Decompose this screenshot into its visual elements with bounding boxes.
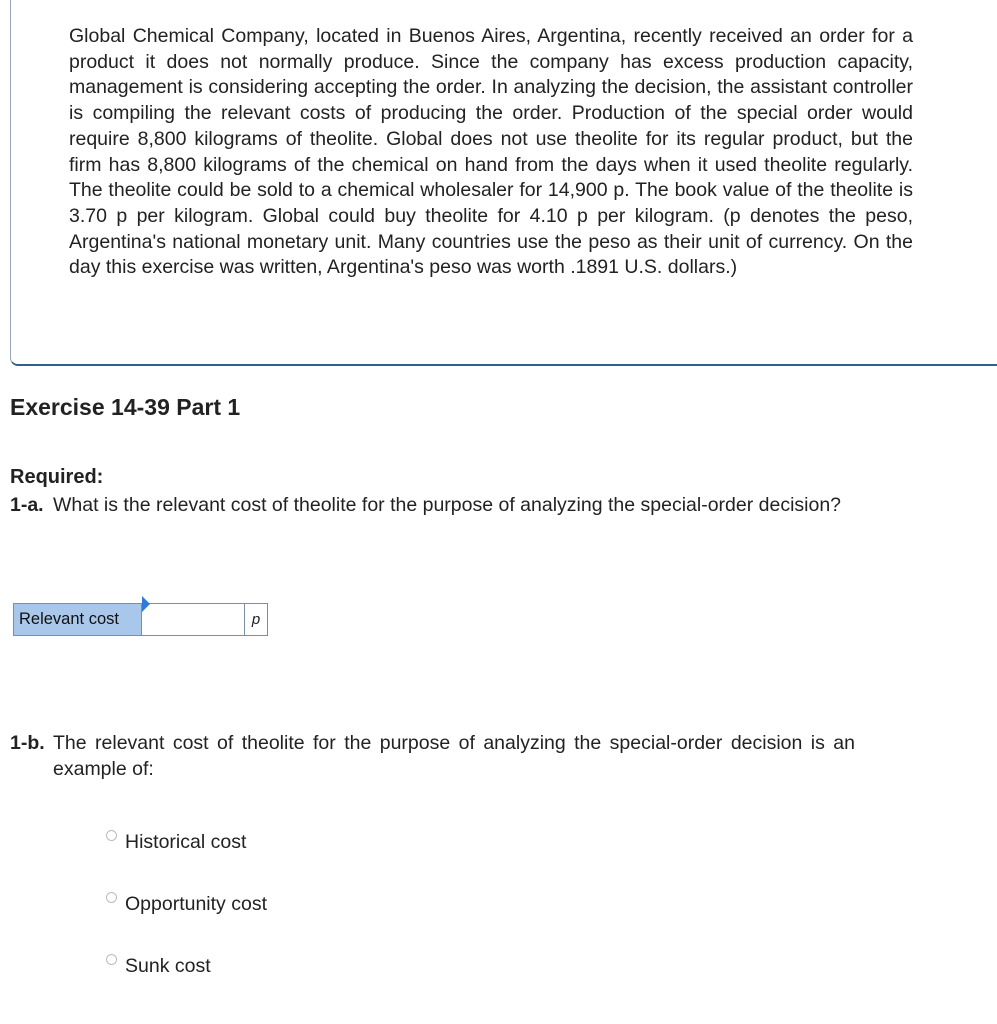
question-1b-number: 1-b. <box>10 732 45 754</box>
question-1b-text: The relevant cost of theolite for the purpose of analyzing the special-order decision is an example of: <box>53 732 855 780</box>
radio-sunk-cost[interactable] <box>106 954 117 965</box>
relevant-cost-answer-row <box>13 603 268 636</box>
option-opportunity-cost[interactable] <box>106 891 267 916</box>
relevant-cost-label: Relevant cost <box>14 604 142 635</box>
peso-unit-label: p <box>244 604 267 635</box>
option-sunk-cost[interactable] <box>106 953 211 978</box>
option-label: Historical cost <box>125 831 247 853</box>
question-1b <box>10 730 855 782</box>
option-label: Sunk cost <box>125 955 211 977</box>
question-1a-text: What is the relevant cost of theolite for the purpose of analyzing the special-order decision? <box>53 494 842 516</box>
relevant-cost-input-wrap <box>142 604 267 635</box>
question-1a-number: 1-a. <box>10 494 44 516</box>
option-label: Opportunity cost <box>125 893 267 915</box>
radio-historical-cost[interactable] <box>106 830 117 841</box>
option-historical-cost[interactable] <box>106 829 246 854</box>
exercise-title: Exercise 14-39 Part 1 <box>10 394 241 420</box>
required-label: Required: <box>10 466 104 488</box>
problem-statement-text: Global Chemical Company, located in Buenos Aires, Argentina, recently received an order for a product it does not normally produce. Since the company has excess production capacity, management is considering accepting the order. In analyzing the decision, the assistant controller is compiling the relevant costs of producing the order. Production of the special order would require 8,800 kilograms of theolite. Global does not use theolite for its regular product, but the firm has 8,800 kilograms of the chemical on hand from the days when it used theolite regularly. The theolite could be sold to a chemical wholesaler for 14,900 p. The book value of the theolite is 3.70 p per kilogram. Global could buy theolite for 4.10 p per kilogram. (p denotes the peso, Argentina's national monetary unit. Many countries use the peso as their unit of currency. On the day this exercise was written, Argentina's peso was worth .1891 U.S. dollars.) <box>69 25 913 279</box>
radio-opportunity-cost[interactable] <box>106 892 117 903</box>
question-1a <box>10 492 870 518</box>
